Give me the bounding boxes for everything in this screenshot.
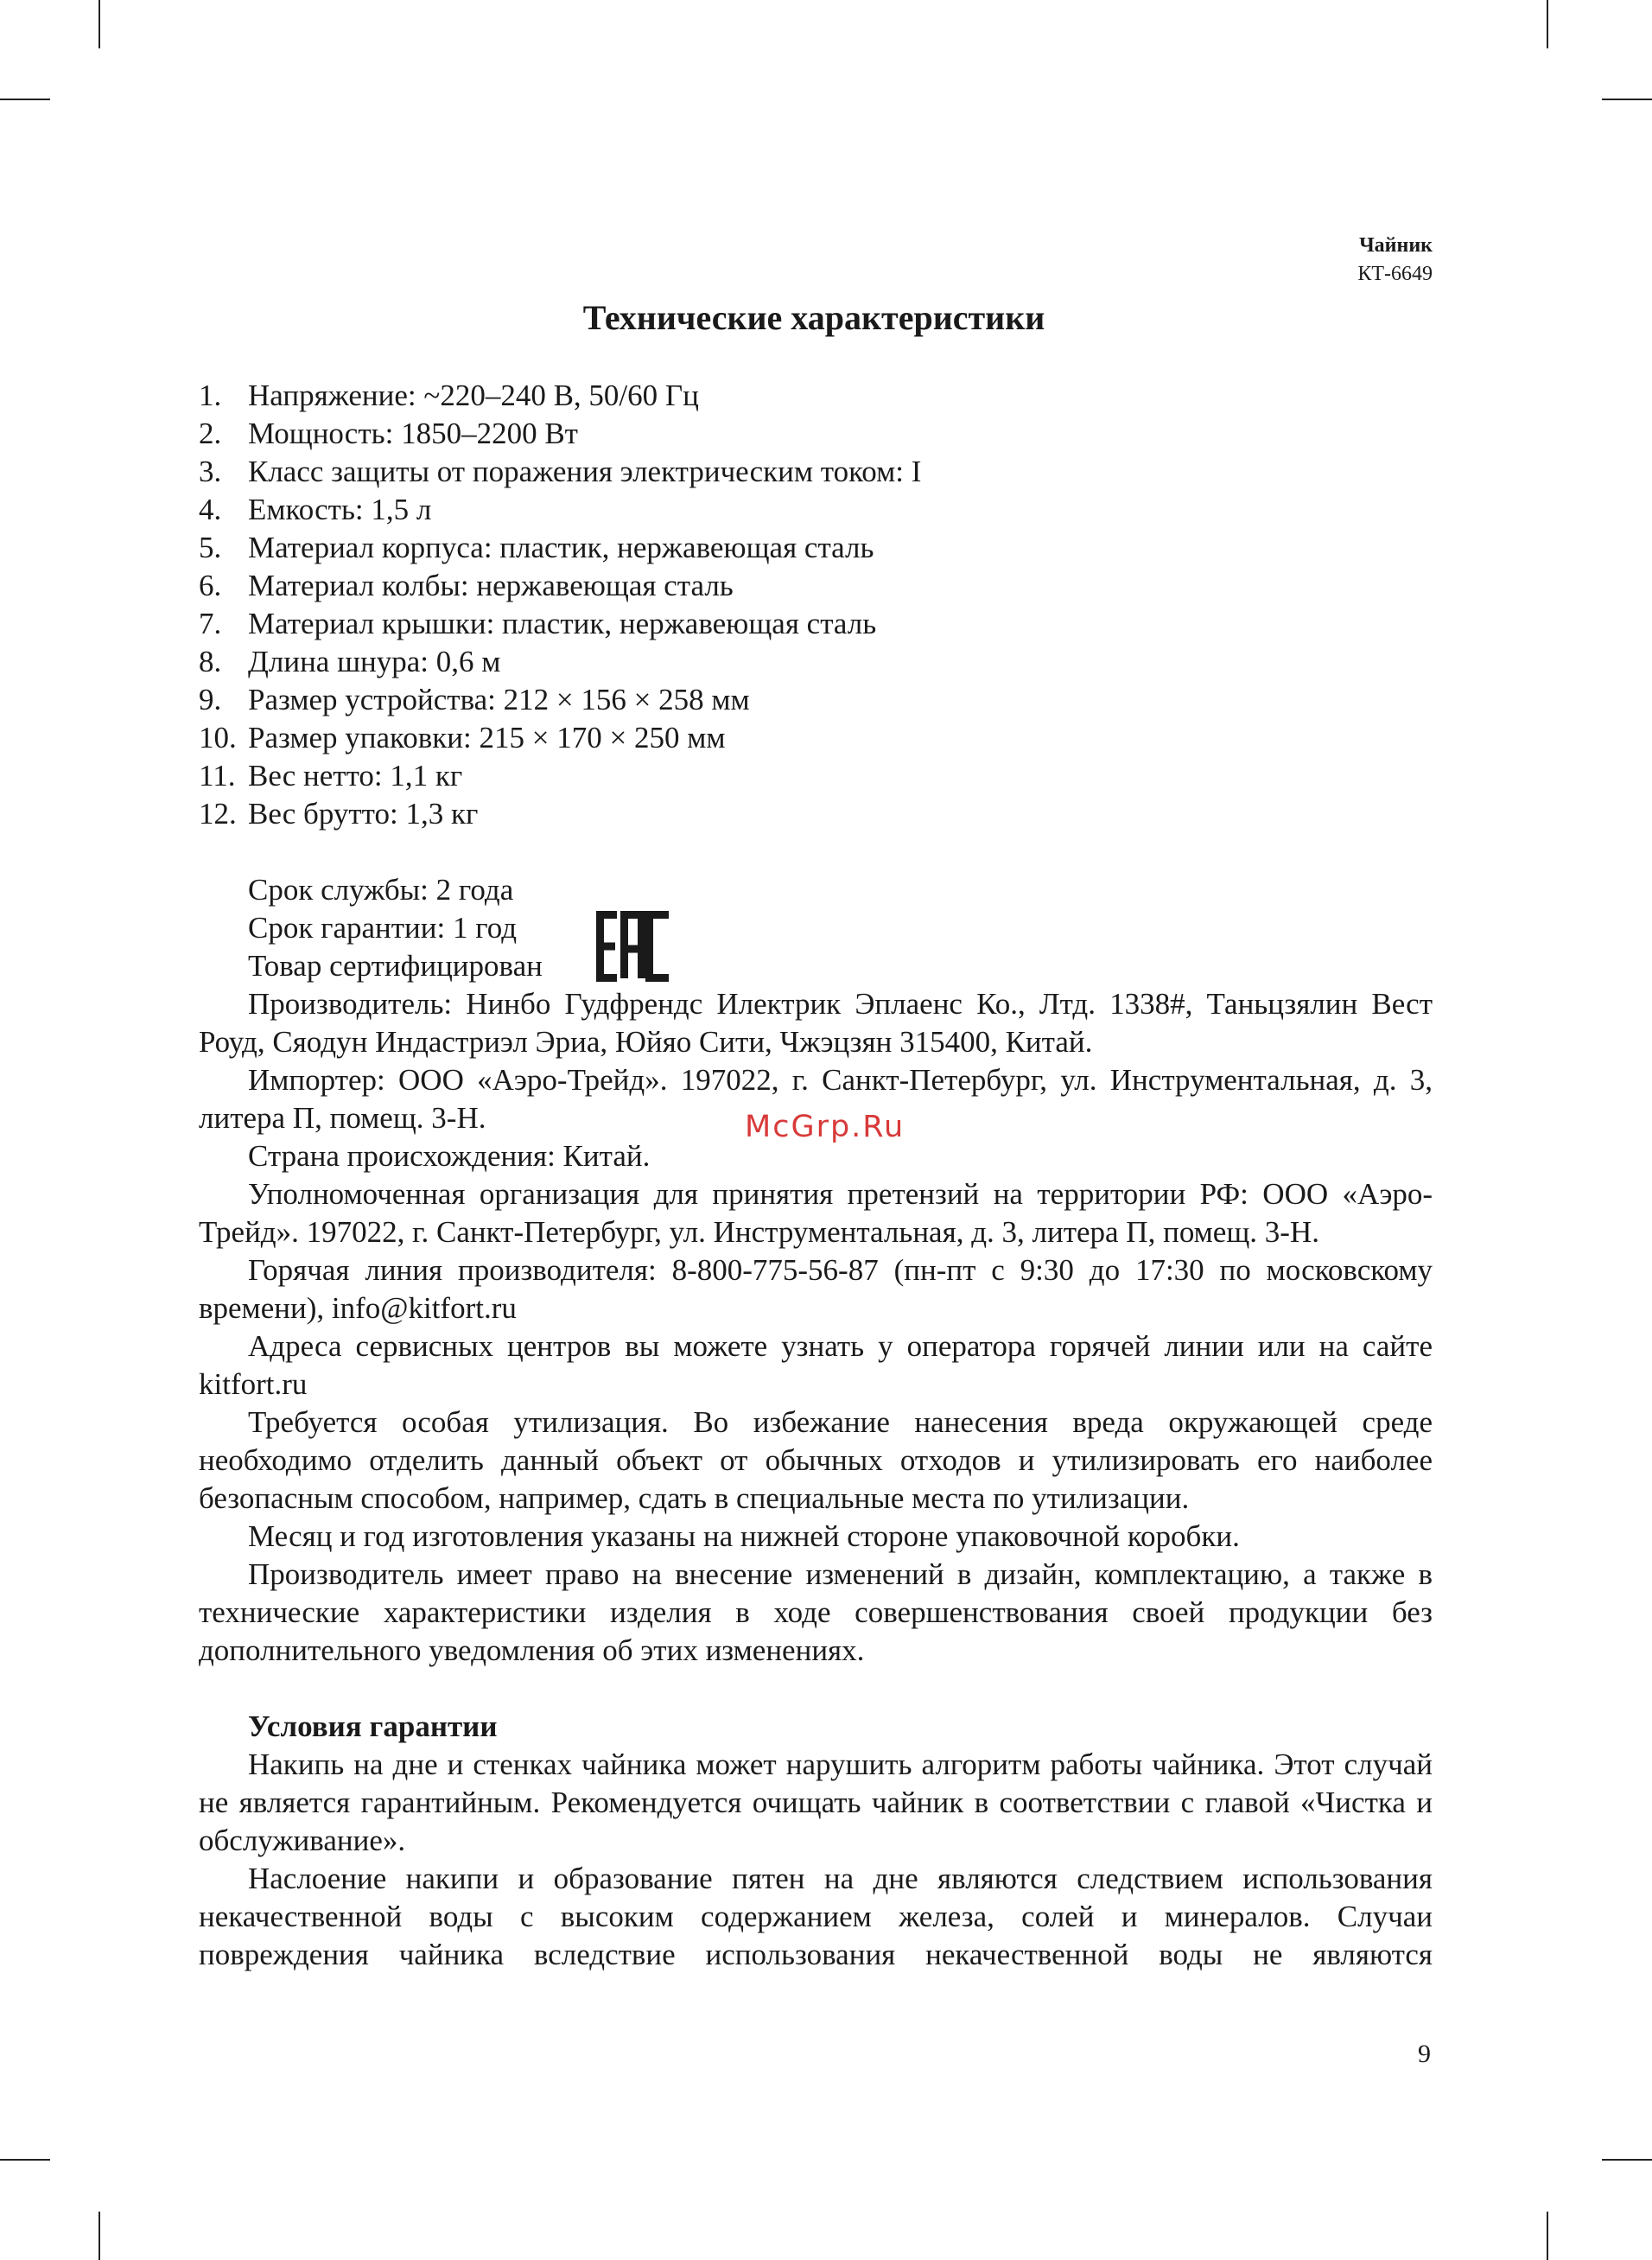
spec-text: Длина шнура: 0,6 м [248, 645, 501, 678]
spec-number: 11. [199, 759, 236, 793]
manufacture-date-note: Месяц и год изготовления указаны на нижней стороне упаковочной коробки. [248, 1519, 1240, 1553]
warranty-paragraph-2: Наслоение накипи и образование пятен на дне являются следствием использования некачественной воды с высоким содержанием железа, солей и минералов. Случаи повреждения чайника вследствие использования некачественной воды не являются [199, 1862, 1433, 1971]
authorized-organization: Уполномоченная организация для принятия претензий на территории РФ: ООО «Аэро-Трейд». 197022, г. Санкт-Петербург, ул. Инструментальная, д. 3, литера П, помещ. 3-Н. [199, 1177, 1433, 1249]
spec-list [199, 377, 1433, 833]
spec-number: 1. [199, 379, 222, 412]
main-content [199, 377, 1433, 1974]
importer: Импортер: ООО «Аэро-Трейд». 197022, г. Санкт-Петербург, ул. Инструментальная, д. 3, литера П, помещ. 3-Н. [199, 1063, 1433, 1135]
spec-text: Вес брутто: 1,3 кг [248, 797, 479, 831]
spec-item [199, 605, 1433, 643]
spec-text: Класс защиты от поражения электрическим током: I [248, 455, 922, 488]
spec-number: 12. [199, 797, 237, 831]
origin-country: Страна происхождения: Китай. [248, 1139, 651, 1173]
spec-item [199, 757, 1433, 795]
spec-text: Размер упаковки: 215 × 170 × 250 мм [248, 721, 726, 754]
eac-logo-icon [596, 911, 670, 982]
running-header [1357, 232, 1433, 289]
spec-item [199, 681, 1433, 719]
spec-text: Материал крышки: пластик, нержавеющая сталь [248, 607, 877, 640]
warranty-paragraph-1: Накипь на дне и стенках чайника может нарушить алгоритм работы чайника. Этот случай не является гарантийным. Рекомендуется очищать чайник в соответствии с главой «Чистка и обслуживание». [199, 1748, 1433, 1857]
product-name: Чайник [1359, 234, 1433, 257]
spec-number: 5. [199, 531, 222, 564]
spec-number: 2. [199, 417, 222, 450]
spec-number: 8. [199, 645, 222, 678]
watermark: McGrp.Ru [745, 1110, 905, 1144]
spec-item [199, 415, 1433, 453]
spec-item [199, 491, 1433, 529]
spec-text: Напряжение: ~220–240 В, 50/60 Гц [248, 379, 699, 412]
changes-note: Производитель имеет право на внесение изменений в дизайн, комплектацию, а также в технические характеристики изделия в ходе совершенствования своей продукции без дополнительного уведомления об этих изменениях. [199, 1557, 1433, 1667]
spec-item [199, 567, 1433, 605]
page-number: 9 [1418, 2040, 1431, 2068]
model-number: КТ-6649 [1357, 263, 1433, 285]
crop-mark [1602, 99, 1652, 100]
spec-text: Размер устройства: 212 × 156 × 258 мм [248, 683, 750, 716]
service-centers: Адреса сервисных центров вы можете узнать у оператора горячей линии или на сайте kitfort.ru [199, 1329, 1433, 1401]
spec-number: 4. [199, 493, 222, 526]
spec-item [199, 643, 1433, 681]
crop-mark [1547, 2212, 1548, 2260]
service-life: Срок службы: 2 года [248, 873, 514, 907]
spec-text: Вес нетто: 1,1 кг [248, 759, 463, 793]
crop-mark [0, 99, 50, 100]
spec-number: 7. [199, 607, 222, 640]
hotline: Горячая линия производителя: 8-800-775-56-87 (пн-пт с 9:30 до 17:30 по московскому времени), info@kitfort.ru [199, 1253, 1433, 1325]
crop-mark [98, 0, 100, 48]
spec-text: Емкость: 1,5 л [248, 493, 432, 526]
spec-number: 3. [199, 455, 222, 488]
disposal-note: Требуется особая утилизация. Во избежание нанесения вреда окружающей среде необходимо отделить данный объект от обычных отходов и утилизировать его наиболее безопасным способом, например, сдать в специальные места по утилизации. [199, 1405, 1433, 1515]
info-block [199, 871, 1433, 1670]
spec-item [199, 719, 1433, 757]
crop-mark [1547, 0, 1548, 48]
spec-text: Материал колбы: нержавеющая сталь [248, 569, 734, 602]
spec-number: 6. [199, 569, 222, 602]
spec-text: Мощность: 1850–2200 Вт [248, 417, 578, 450]
spec-item [199, 453, 1433, 491]
warranty-period: Срок гарантии: 1 год [248, 911, 518, 945]
crop-mark [98, 2212, 100, 2260]
warranty-section-title: Условия гарантии [248, 1709, 498, 1743]
spec-text: Материал корпуса: пластик, нержавеющая сталь [248, 531, 874, 564]
crop-mark [0, 2159, 50, 2161]
spec-number: 9. [199, 683, 222, 716]
spec-item [199, 795, 1433, 833]
page-title: Технические характеристики [582, 298, 1045, 337]
crop-mark [1602, 2159, 1652, 2161]
certified-line: Товар сертифицирован [248, 949, 543, 983]
spec-item [199, 377, 1433, 415]
spec-item [199, 529, 1433, 567]
manufacturer: Производитель: Нинбо Гудфрендс Илектрик Эплаенс Ко., Лтд. 1338#, Таньцзялин Вест Роуд, Сяодун Индастриэл Эриа, Юйяо Сити, Чжэцзян 315400, Китай. [199, 987, 1433, 1059]
spec-number: 10. [199, 721, 237, 754]
